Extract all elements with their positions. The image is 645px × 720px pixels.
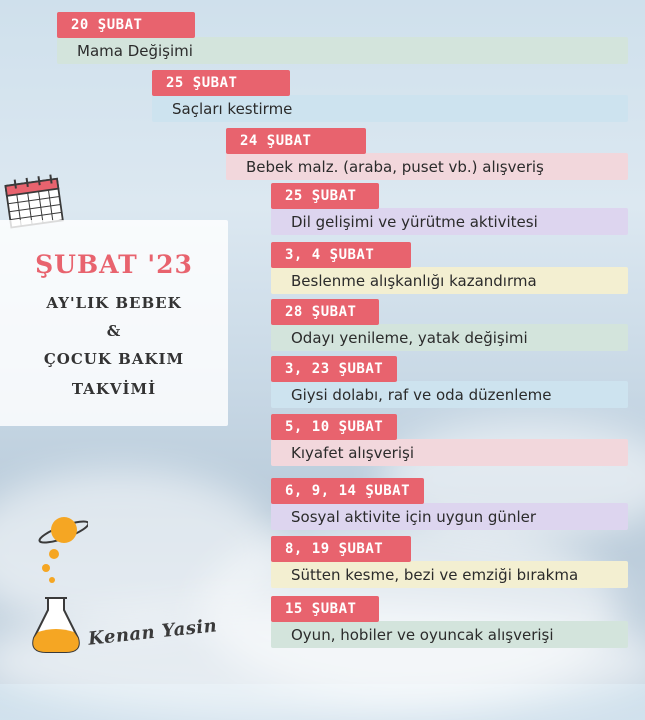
schedule-task: Sütten kesme, bezi ve emziği bırakma [271, 561, 628, 588]
schedule-item [271, 242, 628, 296]
schedule-task: Dil gelişimi ve yürütme aktivitesi [271, 208, 628, 235]
schedule-task: Odayı yenileme, yatak değişimi [271, 324, 628, 351]
title-line-3: TAKVİMİ [71, 380, 157, 398]
title-ampersand: & [106, 322, 122, 340]
page-title: ŞUBAT '23 [35, 250, 193, 279]
schedule-date-badge: 6, 9, 14 ŞUBAT [271, 478, 424, 504]
schedule-task: Saçları kestirme [152, 95, 628, 122]
schedule-item [226, 128, 628, 182]
title-line-1: AY'LIK BEBEK [46, 294, 182, 312]
schedule-date-badge: 25 ŞUBAT [152, 70, 290, 96]
schedule-item [271, 356, 628, 410]
schedule-date-badge: 24 ŞUBAT [226, 128, 366, 154]
schedule-item [57, 12, 628, 66]
schedule-date-badge: 25 ŞUBAT [271, 183, 379, 209]
schedule-date-badge: 8, 19 ŞUBAT [271, 536, 411, 562]
schedule-item [271, 536, 628, 590]
schedule-task: Beslenme alışkanlığı kazandırma [271, 267, 628, 294]
schedule-date-badge: 28 ŞUBAT [271, 299, 379, 325]
schedule-task: Kıyafet alışverişi [271, 439, 628, 466]
title-line-2: ÇOCUK BAKIM [43, 350, 185, 368]
schedule-task: Mama Değişimi [57, 37, 628, 64]
schedule-date-badge: 15 ŞUBAT [271, 596, 379, 622]
title-card [0, 220, 228, 426]
signature: Kenan Yasin [87, 615, 219, 650]
schedule-date-badge: 5, 10 ŞUBAT [271, 414, 397, 440]
schedule-task: Oyun, hobiler ve oyuncak alışverişi [271, 621, 628, 648]
schedule-item [271, 183, 628, 237]
schedule-date-badge: 3, 23 ŞUBAT [271, 356, 397, 382]
schedule-date-badge: 3, 4 ŞUBAT [271, 242, 411, 268]
planet-flask-logo [28, 510, 88, 664]
schedule-item [271, 414, 628, 468]
schedule-task: Sosyal aktivite için uygun günler [271, 503, 628, 530]
schedule-item [152, 70, 628, 124]
schedule-item [271, 596, 628, 650]
schedule-task: Bebek malz. (araba, puset vb.) alışveriş [226, 153, 628, 180]
schedule-item [271, 299, 628, 353]
schedule-item [271, 478, 628, 532]
schedule-date-badge: 20 ŞUBAT [57, 12, 195, 38]
schedule-task: Giysi dolabı, raf ve oda düzenleme [271, 381, 628, 408]
